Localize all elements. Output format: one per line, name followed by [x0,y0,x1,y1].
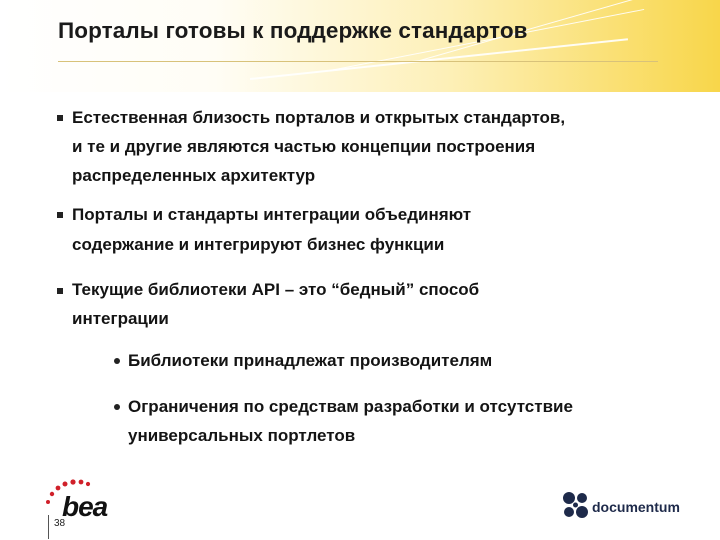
bullet-line: и те и другие являются частью концепции построения [72,137,536,156]
svg-text:documentum: documentum [592,499,680,515]
bea-logo-graphic [38,478,128,522]
bullet-line: Текущие библиотеки API – это “бедный” способ [72,280,480,299]
bullet-line: Порталы и стандарты интеграции объединяют [72,205,472,224]
bullet-line: универсальных портлетов [128,426,356,445]
header-band [0,0,720,92]
slide-title: Порталы готовы к поддержке стандартов [58,18,528,43]
svg-text:bea: bea [62,491,108,522]
footer-divider [48,515,49,539]
bullet-line: Естественная близость порталов и открытых стандартов, [72,108,566,127]
documentum-logo [560,490,700,522]
bea-logo [38,478,128,522]
round-bullet-icon [114,404,120,410]
bullet-line: Ограничения по средствам разработки и отсутствие [128,397,573,416]
round-bullet-icon [114,358,120,364]
title-divider [58,61,658,62]
square-bullet-icon [57,288,63,294]
bullet-line: содержание и интегрируют бизнес функции [72,235,445,254]
square-bullet-icon [57,115,63,121]
bullet-line: интеграции [72,309,169,328]
header-streak [250,38,628,80]
bullet-line: Библиотеки принадлежат производителям [128,351,493,370]
bullet-line: распределенных архитектур [72,166,316,185]
square-bullet-icon [57,212,63,218]
page-number: 38 [54,518,66,529]
documentum-logo-graphic [560,490,700,522]
